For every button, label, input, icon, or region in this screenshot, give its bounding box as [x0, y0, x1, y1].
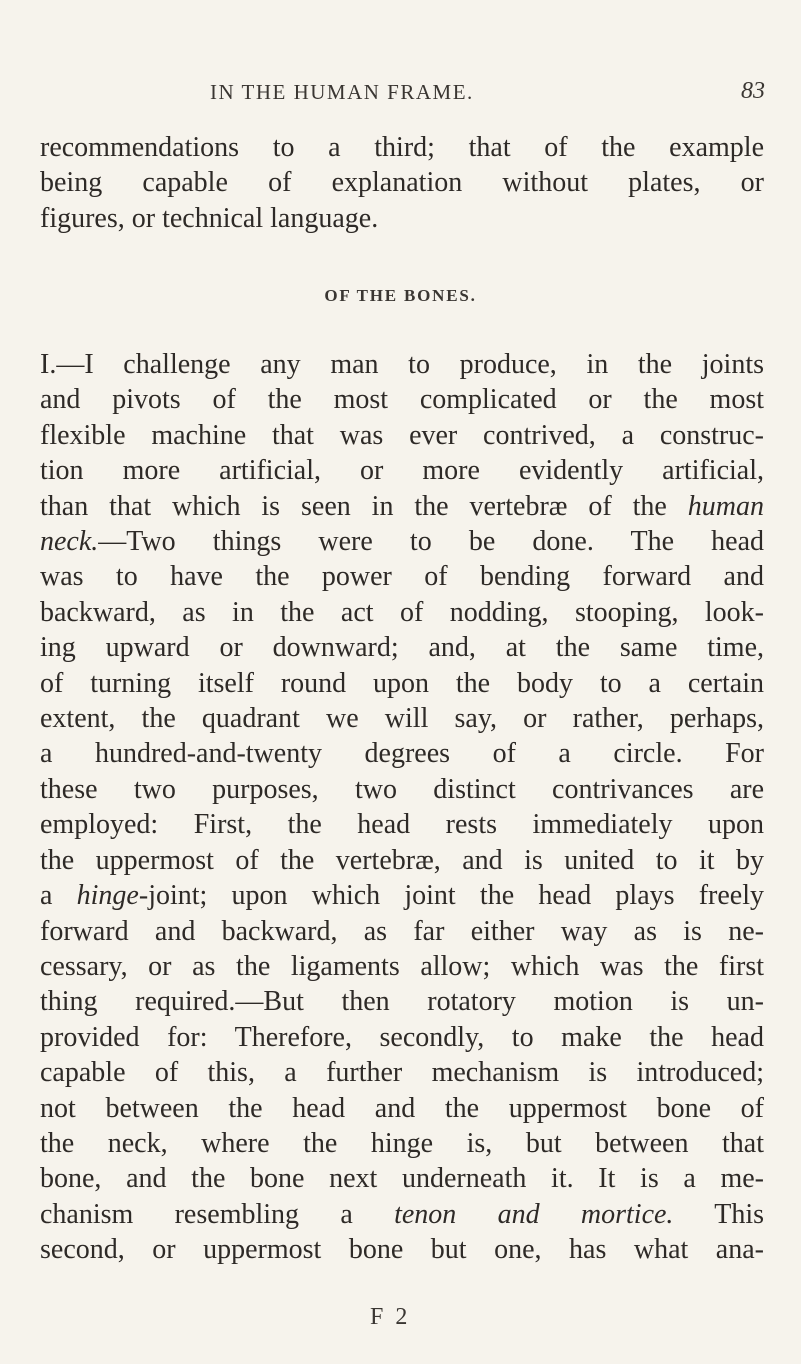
text-line: employed: First, the head rests immediately upon	[40, 809, 764, 841]
text-line: thing required.—But then rotatory motion is un-	[40, 986, 764, 1018]
text-segment: —Two things were to be done. The head	[98, 526, 764, 558]
text-line	[40, 878, 764, 913]
text-line: cessary, or as the ligaments allow; which was the first	[40, 950, 764, 982]
text-segment: This	[714, 1198, 764, 1230]
signature-mark: F 2	[370, 1304, 411, 1330]
page-number: 83	[741, 78, 765, 104]
text-line: capable of this, a further mechanism is introduced;	[40, 1057, 764, 1089]
text-line	[40, 524, 764, 559]
text-line: being capable of explanation without plates, or	[40, 167, 764, 199]
text-line: bone, and the bone next underneath it. It is a me-	[40, 1163, 764, 1195]
text-line: provided for: Therefore, secondly, to make the head	[40, 1021, 764, 1053]
body-paragraph	[40, 347, 764, 1268]
text-segment: chanism resembling a	[40, 1198, 353, 1230]
text-line: and pivots of the most complicated or the most	[40, 384, 764, 416]
text-line: was to have the power of bending forward and	[40, 561, 764, 593]
intro-paragraph	[40, 130, 764, 236]
text-line: recommendations to a third; that of the example	[40, 132, 764, 163]
italic-term: tenon and mortice.	[394, 1198, 674, 1230]
text-line: figures, or technical language.	[40, 202, 379, 234]
text-line: second, or uppermost bone but one, has what ana-	[40, 1234, 764, 1266]
text-segment: than that which is seen in the vertebræ of the	[40, 490, 667, 522]
text-line: flexible machine that was ever contrived, a construc-	[40, 419, 764, 451]
italic-term: neck.	[40, 526, 99, 558]
text-line: backward, as in the act of nodding, stooping, look-	[40, 596, 764, 628]
section-heading: OF THE BONES.	[324, 286, 477, 305]
text-line: these two purposes, two distinct contrivances are	[40, 773, 764, 805]
running-head	[0, 78, 801, 108]
text-line: extent, the quadrant we will say, or rather, perhaps,	[40, 703, 764, 735]
italic-term: human	[687, 490, 765, 522]
text-line: forward and backward, as far either way as is ne-	[40, 915, 764, 947]
text-line: the uppermost of the vertebræ, and is united to it by	[40, 844, 764, 876]
text-line: I.—I challenge any man to produce, in the joints	[40, 349, 764, 380]
text-segment: a	[40, 880, 53, 912]
text-line: tion more artificial, or more evidently artificial,	[40, 455, 764, 487]
text-line: not between the head and the uppermost bone of	[40, 1092, 764, 1124]
text-line	[40, 489, 764, 524]
italic-term: hinge	[76, 880, 139, 912]
text-line: of turning itself round upon the body to a certain	[40, 667, 764, 699]
text-line: a hundred-and-twenty degrees of a circle. For	[40, 738, 764, 770]
text-line: ing upward or downward; and, at the same time,	[40, 632, 764, 664]
text-segment: -joint; upon which joint the head plays freely	[138, 880, 765, 912]
text-line	[40, 1197, 764, 1232]
running-title: IN THE HUMAN FRAME.	[210, 80, 474, 104]
text-line: the neck, where the hinge is, but between that	[40, 1127, 764, 1159]
